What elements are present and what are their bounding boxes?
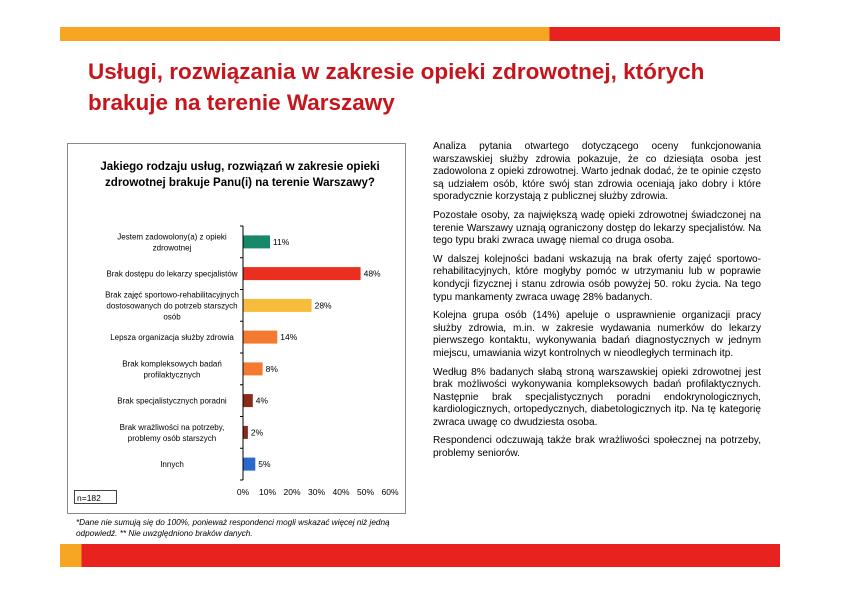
bar	[243, 331, 277, 344]
bottom-accent-bar	[60, 544, 780, 567]
category-label: profilaktycznych	[143, 370, 201, 380]
bar	[243, 299, 312, 312]
category-label: Brak zajęć sportowo-rehabilitacyjnych	[105, 290, 239, 300]
category-label: Brak dostępu do lekarzy specjalistów	[106, 269, 238, 279]
chart-title: Jakiego rodzaju usług, rozwiązań w zakresie opieki zdrowotnej brakuje Panu(i) na terenie Warszawy?	[100, 161, 380, 189]
x-tick-label: 40%	[332, 487, 350, 497]
category-label: Brak wrażliwości na potrzeby,	[119, 422, 225, 432]
category-label: Brak kompleksowych badań	[122, 359, 222, 369]
paragraph: Analiza pytania otwartego dotyczącego oceny funkcjonowania warszawskiej służby zdrowia pokazuje, że co dziesiąta osoba jest zadowolona z opieki zdrowotnej. Warto jednak dodać, że te opinie często są udziałem osób, które swój stan zdrowia oceniają jako dobry i które sporadycznie korzystają z publicznej służby zdrowia.	[433, 141, 761, 203]
data-label: 4%	[255, 395, 269, 406]
data-label: 48%	[363, 268, 381, 279]
category-label: Innych	[160, 460, 184, 470]
sample-size-label: n=182	[74, 490, 117, 504]
data-label: 11%	[272, 236, 290, 247]
category-label: Lepsza organizacja służby zdrowia	[110, 333, 234, 343]
data-label: 8%	[265, 363, 278, 374]
slide-title: Usługi, rozwiązania w zakresie opieki zdrowotnej, których brakuje na terenie Warszawy	[88, 59, 705, 115]
bar	[243, 267, 361, 280]
paragraph: W dalszej kolejności badani wskazują na brak oferty zajęć sportowo-rehabilitacyjnych, które mogłyby pomóc w utrzymaniu lub w poprawie kondycji fizycznej i stanu zdrowia osób powyżej 50. roku życia. Na tego typu mankamenty zwraca uwagę 28% badanych.	[433, 253, 761, 303]
data-label: 14%	[280, 332, 298, 343]
bar	[243, 458, 255, 471]
data-label: 5%	[258, 459, 271, 470]
category-label: problemy osób starszych	[127, 433, 217, 443]
category-label: Jestem zadowolony(a) z opieki	[117, 232, 227, 242]
bar	[243, 362, 263, 375]
category-label: osób	[163, 312, 181, 322]
x-tick-label: 10%	[258, 487, 277, 497]
category-label: dostosowanych do potrzeb starszych	[106, 301, 238, 311]
bar	[243, 394, 253, 407]
x-tick-label: 20%	[283, 487, 301, 497]
category-label: Brak specjalistycznych poradni	[117, 396, 227, 406]
x-tick-label: 50%	[356, 487, 375, 497]
paragraph: Respondenci odczuwają także brak wrażliwości społecznej na potrzeby, problemy seniorów.	[433, 435, 761, 460]
footnote: *Dane nie sumują się do 100%, ponieważ respondenci mogli wskazać więcej niż jedną odpowiedź. ** Nie uwzględniono braków danych.	[76, 518, 390, 538]
paragraph: Pozostałe osoby, za największą wadę opieki zdrowotnej świadczonej na terenie Warszawy uznają ograniczony dostęp do lekarzy specjalistów. Na tego typu braki zwraca uwagę niemal co druga osoba.	[433, 209, 761, 247]
x-tick-label: 0%	[236, 487, 250, 497]
x-tick-label: 60%	[381, 487, 399, 497]
paragraph: Według 8% badanych słabą stroną warszawskiej opieki zdrowotnej jest brak możliwości wykonywania kompleksowych badań profilaktycznych. Następnie brak specjalistycznych poradni endokrynologicznych, kardiologicznych, ortopedycznych, diabetologicznych itp. Na tę kategorię zwraca uwagę co dwudziesta osoba.	[433, 366, 761, 428]
category-label: zdrowotnej	[152, 243, 192, 253]
paragraph: Kolejna grupa osób (14%) apeluje o usprawnienie organizacji pracy służby zdrowia, m.in. w zakresie wydawania numerków do lekarzy pierwszego kontaktu, wykonywania badań diagnostycznych w jednym miejscu, umawiania wizyt kontrolnych w nieodległych terminach itp.	[433, 310, 761, 359]
data-label: 2%	[250, 427, 264, 438]
x-tick-label: 30%	[307, 487, 326, 497]
analysis-text	[433, 141, 761, 467]
data-label: 28%	[314, 300, 332, 311]
bar	[243, 426, 248, 439]
bar	[243, 235, 270, 248]
